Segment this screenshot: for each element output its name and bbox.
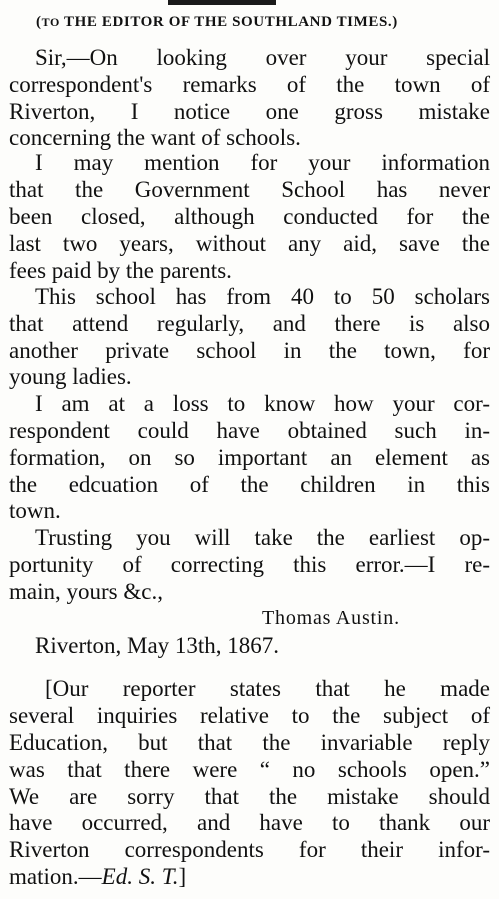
p2-line-2: that the Government School has never: [9, 177, 490, 202]
note-line-3: Education, but that the invariable reply: [9, 730, 490, 755]
p3-line-3: another private school in the town, for: [9, 338, 490, 363]
p1-line-2: correspondent's remarks of the town of: [9, 72, 490, 97]
p3-line-2: that attend regularly, and there is also: [9, 311, 490, 336]
note-line-1: [Our reporter states that he made: [45, 676, 490, 701]
p1-line-3: Riverton, I notice one gross mistake: [9, 99, 490, 124]
letter-heading: [36, 14, 496, 31]
p2-line-5: fees paid by the parents.: [9, 258, 232, 283]
heading-open-paren: (: [36, 14, 42, 30]
p5-line-1: Trusting you will take the earliest op-: [35, 525, 490, 550]
p2-line-3: been closed, although conducted for the: [9, 204, 490, 229]
p4-line-2: respondent could have obtained such in-: [9, 418, 490, 443]
note-line-4: was that there were “ no schools open.”: [9, 757, 490, 782]
note-line-7: Riverton correspondents for their infor-: [9, 837, 490, 862]
signature: Thomas Austin.: [262, 607, 400, 629]
p4-line-3: formation, on so important an element as: [9, 445, 490, 470]
p1-line-4: concerning the want of schools.: [9, 125, 301, 150]
note-line-6: have occurred, and have to thank our: [9, 810, 490, 835]
p4-line-1: I am at a loss to know how your cor-: [35, 391, 490, 416]
p2-line-1: I may mention for your information: [35, 150, 490, 175]
note-line-5: We are sorry that the mistake should: [9, 784, 490, 809]
p2-line-4: last two years, without any aid, save the: [9, 231, 490, 256]
heading-to: TO: [41, 15, 60, 29]
p5-line-3: main, yours &c.,: [9, 579, 163, 604]
p3-line-1: This school has from 40 to 50 scholars: [35, 284, 490, 309]
note-line-2: several inquiries relative to the subject of: [9, 703, 490, 728]
p1-line-1: Sir,—On looking over your special: [35, 45, 490, 70]
note-close-bracket: ]: [178, 864, 187, 889]
p4-line-5: town.: [9, 498, 61, 523]
dateline: Riverton, May 13th, 1867.: [35, 633, 280, 658]
p4-line-4: the edcuation of the children in this: [9, 472, 490, 497]
top-rule: [168, 0, 276, 5]
heading-rest: THE EDITOR OF THE SOUTHLAND TIMES.): [59, 14, 398, 30]
p3-line-4: young ladies.: [9, 364, 132, 389]
editor-signoff: Ed. S. T.: [101, 864, 179, 889]
note-line-8: [9, 864, 490, 890]
note-last-prefix: mation.—: [9, 864, 102, 889]
p5-line-2: portunity of correcting this error.—I re-: [9, 552, 490, 577]
